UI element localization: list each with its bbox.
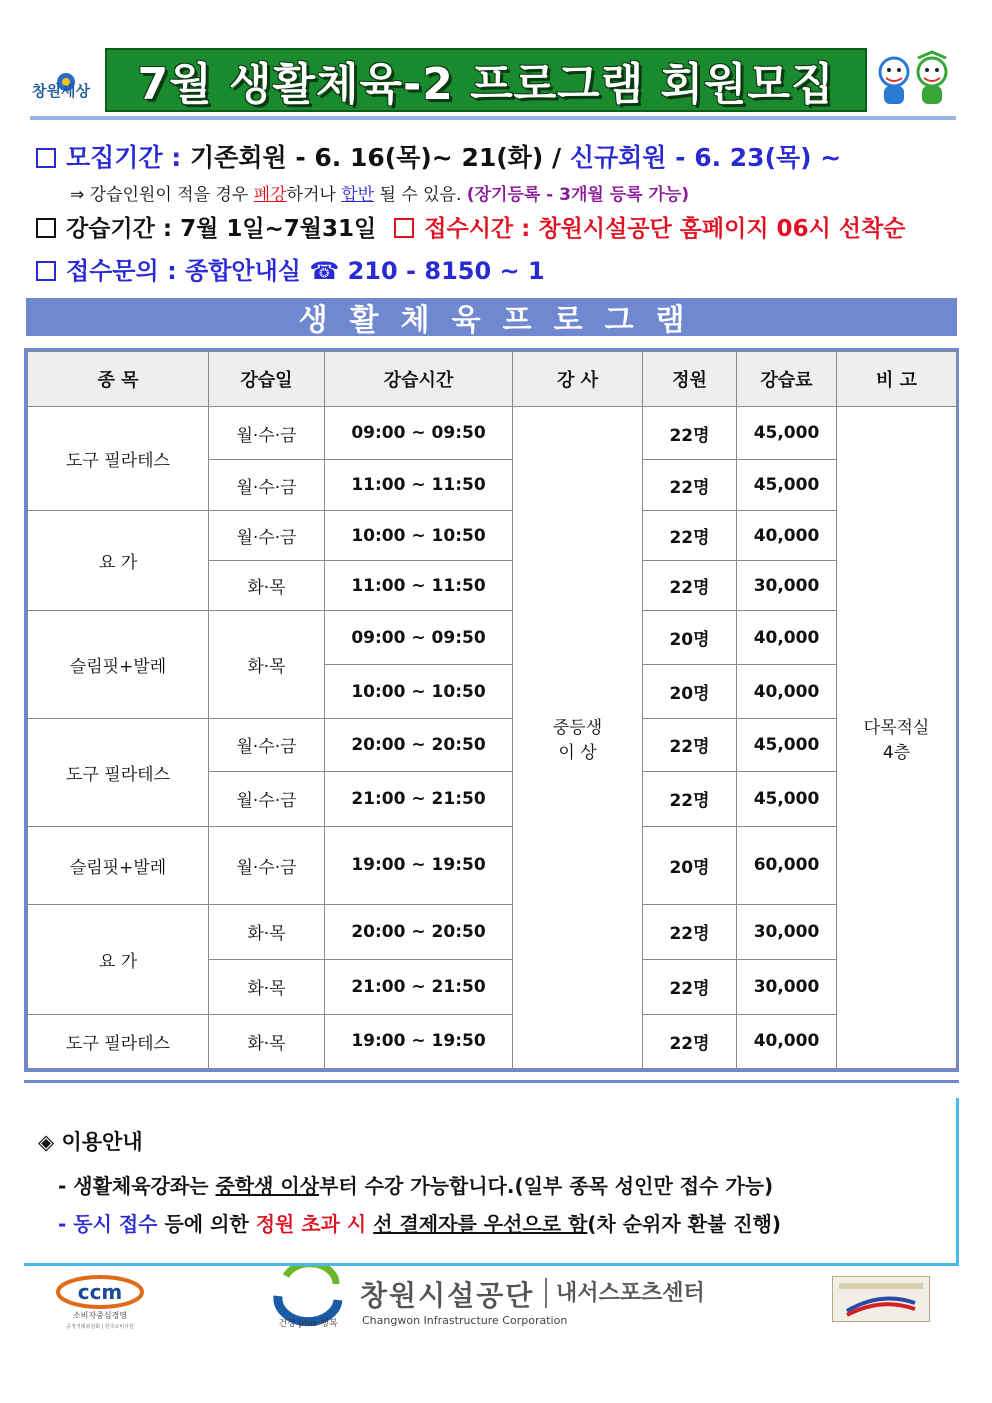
- table-row: [28, 719, 957, 771]
- inquiry-label: 접수문의 : 종합안내실: [66, 257, 301, 285]
- recruit-period-line: [36, 138, 841, 174]
- corp-slogan: 건강 plus 행복: [278, 1319, 338, 1329]
- table-row: [28, 511, 957, 561]
- fee: 30,000: [737, 959, 837, 1014]
- class-days: 화·목: [209, 1014, 325, 1068]
- class-days: 화·목: [209, 904, 325, 959]
- logo-text: 창원세상: [32, 82, 90, 100]
- program-name: 도구 필라테스: [28, 1014, 209, 1068]
- class-days: 월·수·금: [209, 719, 325, 771]
- corp-logo: [268, 1266, 348, 1330]
- fee: 40,000: [737, 511, 837, 561]
- instructor-line2: 이 상: [558, 742, 597, 763]
- class-time: 19:00 ~ 19:50: [325, 1014, 513, 1068]
- program-name: 도구 필라테스: [28, 719, 209, 826]
- capacity: 20명: [643, 665, 737, 719]
- checkbox-icon: [36, 148, 56, 168]
- capacity: 22명: [643, 561, 737, 611]
- guide-line1: [58, 1170, 773, 1199]
- table-row: [28, 904, 957, 959]
- capacity: 22명: [643, 511, 737, 561]
- col-header-time: 강습시간: [325, 352, 513, 407]
- program-name: 요 가: [28, 904, 209, 1014]
- note-prefix: ⇒ 강습인원이 적을 경우: [70, 185, 249, 205]
- table-row: [28, 1014, 957, 1068]
- phone-icon: ☎: [309, 257, 340, 285]
- guide-title: ◈ 이용안내: [38, 1130, 143, 1154]
- note-long-term: (장기등록 - 3개월 등록 가능): [466, 185, 690, 205]
- instructor-line1: 중등생: [552, 717, 603, 738]
- fee: 40,000: [737, 611, 837, 665]
- capacity: 22명: [643, 904, 737, 959]
- class-time: 20:00 ~ 20:50: [325, 904, 513, 959]
- capacity: 22명: [643, 460, 737, 511]
- col-header-instructor: 강 사: [513, 352, 643, 407]
- program-name: 슬림핏+발레: [28, 611, 209, 719]
- class-time: 09:00 ~ 09:50: [325, 611, 513, 665]
- capacity: 20명: [643, 826, 737, 904]
- class-time: 19:00 ~ 19:50: [325, 826, 513, 904]
- section-title: 생활체육프로그램: [298, 303, 707, 338]
- class-time: 09:00 ~ 09:50: [325, 407, 513, 460]
- changwon-logo: [30, 58, 102, 110]
- footer-divider: [545, 1278, 547, 1308]
- ccm-sub: 소비자중심경영: [72, 1311, 128, 1320]
- capacity: 22명: [643, 959, 737, 1014]
- section-header: [26, 298, 957, 336]
- instructor-cell: [513, 407, 643, 1069]
- guide-l1-underline: 중학생 이상: [215, 1174, 320, 1198]
- class-time: 10:00 ~ 10:50: [325, 665, 513, 719]
- class-days: 화·목: [209, 611, 325, 719]
- table-row: [28, 826, 957, 904]
- col-header-program: 종 목: [28, 352, 209, 407]
- program-table: [24, 348, 959, 1072]
- class-time: 20:00 ~ 20:50: [325, 719, 513, 771]
- program-name: 도구 필라테스: [28, 407, 209, 511]
- class-days: 월·수·금: [209, 826, 325, 904]
- checkbox-icon: [36, 261, 56, 281]
- inquiry-phone: 210 - 8150 ~ 1: [347, 257, 545, 285]
- fee: 45,000: [737, 460, 837, 511]
- notice-line: [70, 180, 689, 205]
- center-name: 내서스포츠센터: [556, 1281, 705, 1306]
- guide-l1-suffix: 부터 수강 가능합니다.(일부 종목 성인만 접수 가능): [319, 1174, 774, 1198]
- guide-l2-blue: - 동시 접수: [58, 1212, 158, 1236]
- inquiry-line: [36, 251, 545, 286]
- recruit-period-label: 모집기간 :: [66, 143, 182, 172]
- note-cell: [837, 407, 957, 1069]
- note-close: 폐강: [253, 185, 287, 205]
- note-merge: 합반: [341, 185, 375, 205]
- note-line2: 4층: [882, 742, 911, 763]
- class-time: 11:00 ~ 11:50: [325, 561, 513, 611]
- guide-l2-underline: 선 결제자를 우선으로 함: [373, 1212, 588, 1236]
- header-divider: [30, 116, 956, 120]
- fee: 45,000: [737, 771, 837, 826]
- program-name: 요 가: [28, 511, 209, 611]
- col-header-capacity: 정원: [643, 352, 737, 407]
- class-days: 월·수·금: [209, 771, 325, 826]
- col-header-note: 비 고: [837, 352, 957, 407]
- note-line1: 다목적실: [863, 717, 930, 738]
- fee: 40,000: [737, 665, 837, 719]
- col-header-fee: 강습료: [737, 352, 837, 407]
- col-header-days: 강습일: [209, 352, 325, 407]
- capacity: 20명: [643, 611, 737, 665]
- fee: 45,000: [737, 407, 837, 460]
- note-mid: 하거나: [286, 185, 336, 205]
- corp-english-name: Changwon Infrastructure Corporation: [362, 1314, 568, 1327]
- corp-name: 창원시설공단: [360, 1279, 535, 1312]
- capacity: 22명: [643, 719, 737, 771]
- guide-l2-suffix: (차 순위자 환불 진행): [587, 1212, 782, 1236]
- existing-member-period: 기존회원 - 6. 16(목)~ 21(화) /: [190, 143, 562, 172]
- guide-l2-red: 정원 초과 시: [255, 1212, 367, 1236]
- title-bar: [105, 48, 867, 112]
- new-member-period: 신규회원 - 6. 23(목) ~: [569, 143, 842, 172]
- class-period: 강습기간 : 7월 1일~7월31일: [66, 216, 377, 242]
- table-row: [28, 407, 957, 460]
- class-time: 10:00 ~ 10:50: [325, 511, 513, 561]
- checkbox-icon: [394, 218, 414, 238]
- capacity: 22명: [643, 1014, 737, 1068]
- page-title: 7월 생활체육-2 프로그램 회원모집: [137, 59, 835, 110]
- ccm-logo: [50, 1272, 150, 1332]
- mascot-icon: [872, 50, 956, 112]
- fee: 30,000: [737, 561, 837, 611]
- table-header-row: [28, 352, 957, 407]
- class-time: 21:00 ~ 21:50: [325, 771, 513, 826]
- capacity: 22명: [643, 407, 737, 460]
- class-days: 월·수·금: [209, 460, 325, 511]
- class-time: 11:00 ~ 11:50: [325, 460, 513, 511]
- class-days: 화·목: [209, 561, 325, 611]
- table-bottom-rule: [24, 1080, 959, 1083]
- fee: 60,000: [737, 826, 837, 904]
- guide-l1-prefix: - 생활체육강좌는: [58, 1174, 209, 1198]
- table-row: [28, 611, 957, 665]
- note-suffix: 될 수 있음.: [379, 185, 462, 205]
- ccm-text: ccm: [77, 1280, 123, 1304]
- reception-time: 접수시간 : 창원시설공단 홈페이지 06시 선착순: [424, 216, 906, 242]
- capacity: 22명: [643, 771, 737, 826]
- fee: 30,000: [737, 904, 837, 959]
- program-name: 슬림핏+발레: [28, 826, 209, 904]
- checkbox-icon: [36, 218, 56, 238]
- class-period-line: [36, 210, 905, 243]
- ccm-sub2: 공정거래위원회 | 한국소비자원: [66, 1324, 134, 1330]
- fee: 40,000: [737, 1014, 837, 1068]
- certification-badge-icon: [832, 1276, 930, 1322]
- class-days: 월·수·금: [209, 511, 325, 561]
- class-days: 월·수·금: [209, 407, 325, 460]
- guide-l2-mid: 등에 의한: [164, 1212, 249, 1236]
- class-time: 21:00 ~ 21:50: [325, 959, 513, 1014]
- class-days: 화·목: [209, 959, 325, 1014]
- guide-line2: [58, 1208, 781, 1237]
- fee: 45,000: [737, 719, 837, 771]
